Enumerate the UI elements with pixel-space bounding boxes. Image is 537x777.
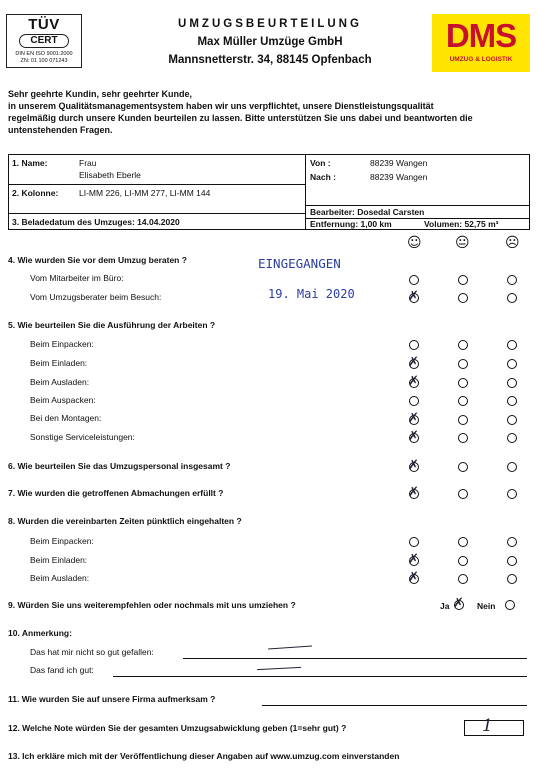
tuv-zn-line: ZN: 01 100 071243 <box>20 58 68 64</box>
question-13: 13. Ich erkläre mich mit der Veröffentlichung dieser Angaben auf www.umzug.com einverstanden <box>8 751 400 761</box>
q5-item: Sonstige Serviceleistungen: <box>30 432 135 442</box>
grade-value: 1 <box>482 716 493 736</box>
intro-text <box>8 88 530 136</box>
tuv-cert-details <box>7 51 81 65</box>
question-12: 12. Welche Note würden Sie der gesamten Umzugsabwicklung geben (1=sehr gut) ? <box>8 723 347 733</box>
rating-radio-bad[interactable] <box>507 433 517 443</box>
rating-radio-neutral[interactable] <box>458 275 468 285</box>
nach-label: Nach : <box>310 172 336 182</box>
sad-face-icon: ☹ <box>505 235 520 251</box>
rating-radio-bad[interactable] <box>507 359 517 369</box>
nein-radio[interactable] <box>505 600 515 610</box>
divider <box>9 213 305 214</box>
rating-radio-neutral[interactable] <box>458 489 468 499</box>
question-10: 10. Anmerkung: <box>8 628 72 638</box>
question-4: 4. Wie wurden Sie vor dem Umzug beraten ? <box>8 255 187 265</box>
received-stamp: EINGEGANGEN <box>258 256 341 271</box>
q4-buero-label: Vom Mitarbeiter im Büro: <box>30 273 124 283</box>
rating-checkmark: ✗ <box>408 458 419 473</box>
pen-stroke <box>257 667 301 670</box>
volumen: Volumen: 52,75 m³ <box>424 219 499 229</box>
rating-radio-bad[interactable] <box>507 574 517 584</box>
kolonne-label: 2. Kolonne: <box>12 188 59 198</box>
intro-greeting: Sehr geehrte Kundin, sehr geehrter Kunde, <box>8 89 193 99</box>
q5-item: Beim Einpacken: <box>30 339 94 349</box>
question-8: 8. Wurden die vereinbarten Zeiten pünktlich eingehalten ? <box>8 516 242 526</box>
q10-negative-label: Das hat mir nicht so gut gefallen: <box>30 647 154 657</box>
intro-line-3: regelmäßig durch unsere Kunden beurteilen zu lassen. Bitte unterstützen Sie uns dabei und beantworten die <box>8 113 473 123</box>
q10-positive-line[interactable] <box>113 676 527 677</box>
rating-radio-bad[interactable] <box>507 489 517 499</box>
rating-radio-neutral[interactable] <box>458 556 468 566</box>
ja-label: Ja <box>440 601 450 611</box>
rating-checkmark: ✗ <box>408 429 419 444</box>
q5-item: Beim Ausladen: <box>30 377 90 387</box>
q8-item: Beim Einladen: <box>30 555 88 565</box>
rating-radio-bad[interactable] <box>507 378 517 388</box>
dms-logo-text: DMS <box>445 17 517 54</box>
nein-label: Nein <box>477 601 496 611</box>
tuv-din-line: DIN EN ISO 9001:2000 <box>15 51 73 57</box>
rating-radio-bad[interactable] <box>507 537 517 547</box>
q8-item: Beim Einpacken: <box>30 536 94 546</box>
rating-radio-neutral[interactable] <box>458 293 468 303</box>
divider <box>306 205 529 206</box>
rating-radio-bad[interactable] <box>507 396 517 406</box>
rating-checkmark: ✗ <box>408 570 419 585</box>
von-value: 88239 Wangen <box>370 158 428 168</box>
question-9: 9. Würden Sie uns weiterempfehlen oder nochmals mit uns umziehen ? <box>8 600 296 610</box>
received-stamp-date: 19. Mai 2020 <box>268 287 355 301</box>
rating-radio-bad[interactable] <box>507 556 517 566</box>
intro-line-4: untenstehenden Fragen. <box>8 125 113 135</box>
beladedatum: 3. Beladedatum des Umzuges: 14.04.2020 <box>12 217 180 227</box>
question-7: 7. Wie wurden die getroffenen Abmachungen erfüllt ? <box>8 488 224 498</box>
divider <box>9 184 305 185</box>
q10-positive-label: Das fand ich gut: <box>30 665 94 675</box>
name-value: Elisabeth Eberle <box>79 170 141 180</box>
q11-answer-line[interactable] <box>262 705 527 706</box>
question-6: 6. Wie beurteilen Sie das Umzugspersonal insgesamt ? <box>8 461 231 471</box>
neutral-face-icon: 😐 <box>455 235 470 251</box>
q8-item: Beim Ausladen: <box>30 573 90 583</box>
customer-info-table <box>8 154 306 230</box>
rating-radio-neutral[interactable] <box>458 415 468 425</box>
von-label: Von : <box>310 158 331 168</box>
rating-radio-bad[interactable] <box>507 462 517 472</box>
q5-item: Beim Auspacken: <box>30 395 96 405</box>
rating-checkmark: ✗ <box>408 355 419 370</box>
document-title: UMZUGSBEURTEILUNG <box>178 18 362 30</box>
rating-radio-neutral[interactable] <box>458 574 468 584</box>
kolonne-value: LI-MM 226, LI-MM 277, LI-MM 144 <box>79 188 211 198</box>
bearbeiter: Bearbeiter: Dosedal Carsten <box>310 207 425 217</box>
tuv-cert-logo <box>6 14 82 68</box>
happy-face-icon: ☺ <box>407 235 422 251</box>
name-salutation: Frau <box>79 158 97 168</box>
rating-checkmark: ✗ <box>408 552 419 567</box>
rating-radio-bad[interactable] <box>507 415 517 425</box>
rating-radio-neutral[interactable] <box>458 359 468 369</box>
company-name: Max Müller Umzüge GmbH <box>197 36 343 48</box>
route-info-table <box>306 154 530 230</box>
intro-line-2: in unserem Qualitätsmanagementsystem haben wir uns verpflichtet, unsere Dienstleistungsqualität <box>8 101 434 111</box>
nach-value: 88239 Wangen <box>370 172 428 182</box>
q5-item: Bei den Montagen: <box>30 413 102 423</box>
cert-badge: CERT <box>19 34 69 48</box>
rating-radio-good[interactable] <box>409 396 419 406</box>
rating-checkmark: ✗ <box>408 485 419 500</box>
pen-stroke <box>268 645 312 649</box>
rating-radio-neutral[interactable] <box>458 433 468 443</box>
rating-radio-neutral[interactable] <box>458 462 468 472</box>
question-5: 5. Wie beurteilen Sie die Ausführung der Arbeiten ? <box>8 320 216 330</box>
name-label: 1. Name: <box>12 158 48 168</box>
q10-negative-line[interactable] <box>183 658 527 659</box>
dms-logo <box>432 14 530 72</box>
rating-checkmark: ✗ <box>408 289 419 304</box>
rating-checkmark: ✗ <box>408 411 419 426</box>
rating-radio-neutral[interactable] <box>458 378 468 388</box>
entfernung: Entfernung: 1,00 km <box>310 219 392 229</box>
tuv-logo-text: TÜV <box>28 16 60 33</box>
rating-radio-neutral[interactable] <box>458 537 468 547</box>
rating-radio-neutral[interactable] <box>458 340 468 350</box>
rating-radio-bad[interactable] <box>507 275 517 285</box>
ja-checkmark: ✗ <box>453 596 464 611</box>
company-address: Mannsnetterstr. 34, 88145 Opfenbach <box>168 54 372 66</box>
rating-radio-neutral[interactable] <box>458 396 468 406</box>
rating-radio-good[interactable] <box>409 537 419 547</box>
rating-radio-bad[interactable] <box>507 340 517 350</box>
rating-radio-good[interactable] <box>409 340 419 350</box>
rating-radio-good[interactable] <box>409 275 419 285</box>
rating-radio-bad[interactable] <box>507 293 517 303</box>
grade-box[interactable] <box>464 720 524 736</box>
dms-logo-subtitle: UMZUG & LOGISTIK <box>449 56 513 63</box>
question-11: 11. Wie wurden Sie auf unsere Firma aufmerksam ? <box>8 694 216 704</box>
q4-besuch-label: Vom Umzugsberater beim Besuch: <box>30 292 162 302</box>
q5-item: Beim Einladen: <box>30 358 88 368</box>
rating-checkmark: ✗ <box>408 374 419 389</box>
